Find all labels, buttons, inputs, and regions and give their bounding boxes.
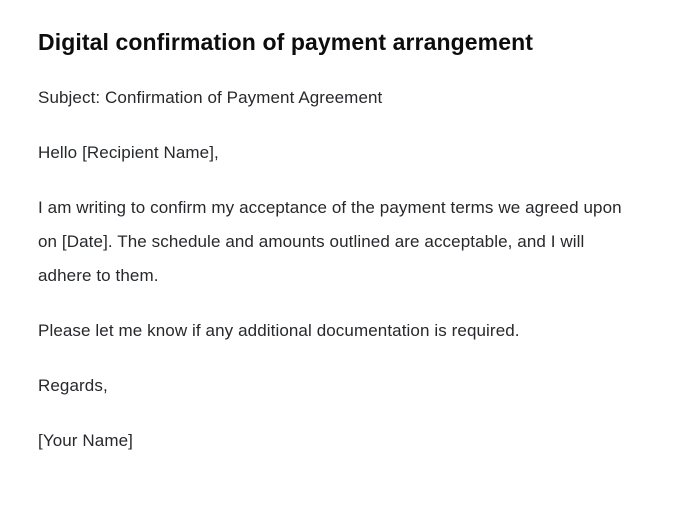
subject-line: Subject: Confirmation of Payment Agreement: [38, 88, 383, 107]
signature-line: [Your Name]: [38, 431, 133, 450]
body-paragraph: I am writing to confirm my acceptance of the payment terms we agreed upon on [Date]. The schedule and amounts outlined are acceptable, and I will adhere to them.: [38, 198, 622, 285]
page-title: Digital confirmation of payment arrangement: [38, 29, 534, 55]
greeting-line: Hello [Recipient Name],: [38, 143, 219, 162]
closing-line: Regards,: [38, 376, 108, 395]
body-paragraph: Please let me know if any additional documentation is required.: [38, 321, 520, 340]
